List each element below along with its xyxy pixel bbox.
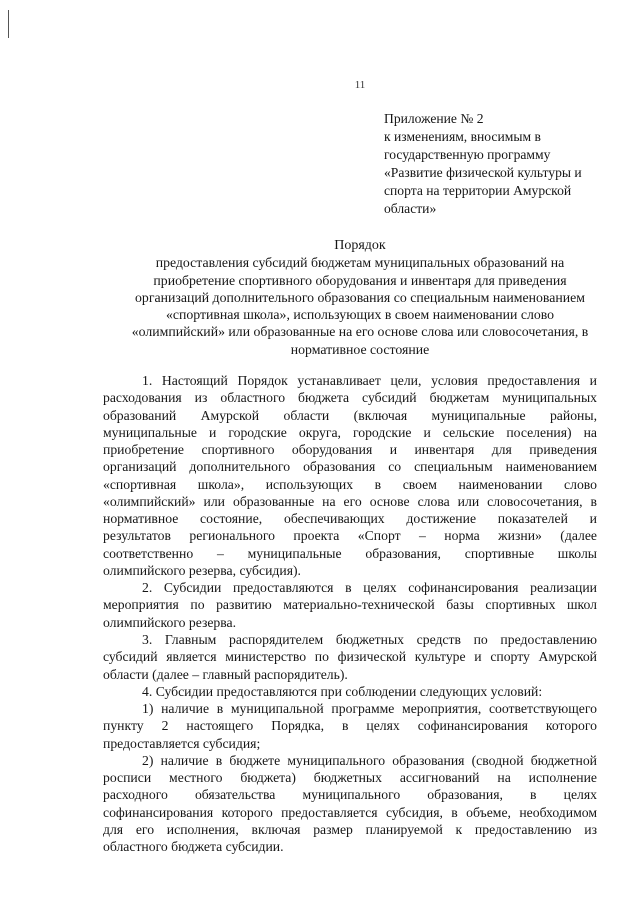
- body-line: расходного обязательства муниципального образования, в целях: [103, 787, 597, 803]
- document-heading: [80, 237, 640, 358]
- body-line: области (далее – главный распорядитель).: [103, 666, 348, 682]
- body-line: мероприятия по развитию материально-технической базы спортивных школ: [103, 597, 597, 613]
- heading-line: предоставления субсидий бюджетам муниципальных образований на: [155, 255, 565, 271]
- scan-edge-mark: [8, 10, 9, 38]
- document-title: Порядок: [334, 238, 386, 253]
- body-line: муниципальные и городские округа, городские и сельские поселения) на: [103, 424, 597, 440]
- body-line: 1) наличие в муниципальной программе мероприятия, соответствующего: [142, 701, 597, 717]
- body-line: 1. Настоящий Порядок устанавливает цели, условия предоставления и: [142, 373, 597, 388]
- body-line: нормативное состояние, обеспечивающих достижение показателей и: [103, 511, 597, 527]
- body-line: образований Амурской области (включая муниципальные районы,: [103, 407, 597, 423]
- body-line: олимпийского резерва.: [103, 614, 237, 630]
- appendix-line: «Развитие физической культуры и: [384, 165, 582, 180]
- appendix-block: [384, 110, 616, 218]
- page-number: 11: [354, 79, 366, 91]
- appendix-line: к изменениям, вносимым в: [384, 129, 541, 144]
- body-line: росписи местного бюджета) бюджетных ассигнований на исполнение: [103, 770, 597, 786]
- appendix-line: Приложение № 2: [384, 111, 484, 126]
- body-line: пункту 2 настоящего Порядка, в целях софинансирования которого: [103, 718, 597, 734]
- body-line: организаций дополнительного образования со специальным наименованием: [103, 459, 597, 475]
- heading-line: «олимпийский» или образованные на его основе слова или словосочетания, в: [131, 324, 589, 340]
- document-body: [103, 372, 597, 855]
- body-line: областного бюджета субсидии.: [103, 839, 284, 855]
- body-line: олимпийского резерва, субсидия).: [103, 562, 301, 578]
- body-line: для его исполнения, включая размер планируемой к предоставлению из: [103, 821, 597, 837]
- body-line: расходования из областного бюджета субсидий бюджетам муниципальных: [103, 390, 597, 406]
- body-line: 2. Субсидии предоставляются в целях софинансирования реализации: [142, 580, 597, 596]
- body-line: 2) наличие в бюджете муниципального образования (сводной бюджетной: [142, 752, 597, 768]
- body-line: предоставляется субсидия;: [103, 735, 261, 751]
- heading-line: приобретение спортивного оборудования и инвентаря для приведения: [153, 272, 567, 288]
- appendix-line: области»: [384, 201, 437, 216]
- body-line: приобретение спортивного оборудования и инвентаря для приведения: [103, 442, 597, 458]
- body-line: 4. Субсидии предоставляются при соблюдении следующих условий:: [142, 683, 543, 699]
- heading-line: нормативное состояние: [290, 341, 430, 357]
- heading-line: «спортивная школа», использующих в своем наименовании слово: [165, 307, 555, 323]
- body-line: «спортивная школа», использующих в своем наименовании слово: [103, 476, 597, 492]
- heading-line: организаций дополнительного образования со специальным наименованием: [135, 289, 585, 305]
- body-line: «олимпийский» или образованные на его основе слова или словосочетания, в: [103, 493, 597, 509]
- body-line: результатов регионального проекта «Спорт – норма жизни» (далее: [103, 528, 597, 544]
- appendix-line: спорта на территории Амурской: [384, 183, 572, 198]
- body-line: соответственно – муниципальные образования, спортивные школы: [103, 545, 597, 561]
- appendix-line: государственную программу: [384, 147, 551, 162]
- body-line: 3. Главным распорядителем бюджетных средств по предоставлению: [142, 631, 597, 647]
- body-line: субсидий является министерство по физической культуре и спорту Амурской: [103, 649, 597, 665]
- body-line: софинансирования которого предоставляется субсидия, в объеме, необходимом: [103, 804, 597, 820]
